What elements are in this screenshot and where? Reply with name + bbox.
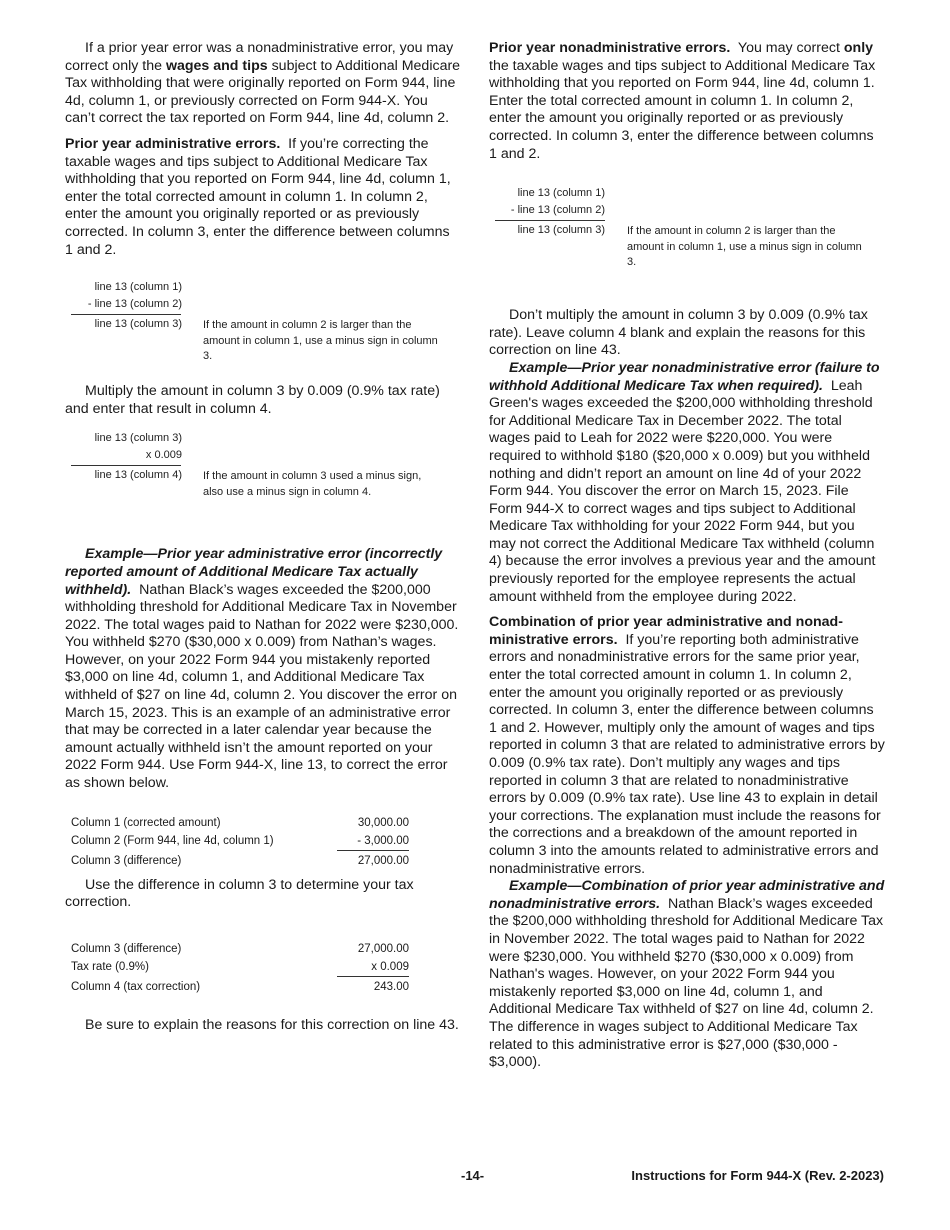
calc-rule — [337, 850, 409, 851]
calc-table-tax: Column 3 (difference) 27,000.00 Tax rate (0.9%) x 0.009 Column 4 (tax correction) 243.00 — [71, 942, 409, 993]
admin-errors-heading: Prior year administrative errors. — [65, 135, 281, 152]
example-combination-heading: Example—Combination of prior year administrative and nonadministrative errors. — [489, 878, 885, 912]
worksheet-rule — [495, 220, 605, 221]
worksheet-rule — [71, 314, 181, 315]
worksheet-multiply: line 13 (column 3) x 0.009 line 13 (column 4) If the amount in column 3 used a minus sign, also use a minus sign in column 4. — [65, 418, 461, 546]
page-number: -14- — [461, 1168, 485, 1183]
use-difference-paragraph: Use the difference in column 3 to determine your tax correction. — [65, 876, 414, 911]
admin-errors-paragraph: Prior year administrative errors. If you’re correcting the taxable wages and tips subject to Additional Medicare Tax withholding that you reported on Form 944, line 4d, column 1, enter the total corrected amount in column 1. In column 2, enter the amount you originally reported or as previously corrected. In column 3, enter the difference between columns 1 and 2. — [65, 135, 451, 258]
combination-paragraph: Combination of prior year administrative and nonadministrative errors. If you’re reporting both administrative errors and nonadministrative errors for the same prior year, enter the total corrected amount in column 1. In column 2, enter the amount you originally reported or as previously corrected. In column 3, enter the difference between columns 1 and 2. However, multiply only the amount of wages and tips reported in column 3 that are related to administrative errors by 0.009 (0.9% tax rate). Don’t multiply any wages and tips reported in column 3 that are related to nonadministrative errors by 0.009 (0.9% tax rate). Use line 43 to explain in detail your corrections. The explanation must include the reasons for the corrections and a breakdown of the amount reported in column 3 into the amounts related to administrative errors and nonadministrative errors. — [489, 614, 885, 877]
example-admin-paragraph: Example—Prior year administrative error (incorrectly reported amount of Additional Medicare Tax actually withheld). Nathan Black’s wages exceeded the $200,000 withholding threshold for Additional Medicare Tax in November 2022. The total wages paid to Nathan for 2022 were $230,000. You withheld $270 ($30,000 x 0.009) from Nathan’s wages. However, on your 2022 Form 944 you mistakenly reported $3,000 on line 4d, column 1, and Additional Medicare Tax withheld of $27 on line 4d, column 2. You discover the error on March 15, 2023. This is an example of an administrative error that may be corrected in a later calendar year because the amount actually withheld isn’t the amount reported on your 2022 Form 944. Use Form 944-X, line 13, to correct the error as shown below. — [65, 546, 459, 792]
worksheet-rule — [71, 465, 181, 466]
example-nonadmin-paragraph: Example—Prior year nonadministrative error (failure to withhold Additional Medicare Tax when required). Leah Green's wages exceeded the $200,000 withholding threshold for Additional Medicare Tax in December 2022. The total wages paid to Leah for 2022 were $220,000. You were required to withhold $180 ($20,000 x 0.009) but you withheld nothing and didn’t report an amount on line 4d of your 2022 Form 944. You discover the error on March 15, 2023. File Form 944-X to correct wages and tips subject to Additional Medicare Tax withholding for your 2022 Form 944, but you may not correct the Additional Medicare Tax withheld (column 4) because the error involves a previous year and the amount previously reported for the employee represents the actual amount withheld from the employee during 2022. — [489, 359, 880, 605]
nonadmin-errors-heading: Prior year nonadministrative errors. — [489, 40, 731, 56]
calc-table-difference: Column 1 (corrected amount) 30,000.00 Column 2 (Form 944, line 4d, column 1) - 3,000.00 Column 3 (difference) 27,000.00 — [71, 816, 409, 867]
example-nonadmin-heading: Example—Prior year nonadministrative error (failure to withhold Additional Medicare Tax when required). — [489, 359, 880, 394]
dont-multiply-paragraph: Don’t multiply the amount in column 3 by 0.009 (0.9% tax rate). Leave column 4 blank and explain the reasons for this correction on line 43. — [489, 307, 868, 359]
multiply-paragraph: Multiply the amount in column 3 by 0.009 (0.9% tax rate) and enter that result in column 4. — [65, 383, 440, 417]
combination-heading: Combination of prior year administrative and nonadministrative errors. — [489, 614, 843, 648]
worksheet-nonadmin: line 13 (column 1) - line 13 (column 2) line 13 (column 3) If the amount in column 2 is larger than the amount in column 1, use a minus sign in column 3. — [489, 163, 885, 307]
nonadmin-errors-paragraph: Prior year nonadministrative errors. You may correct only the taxable wages and tips subject to Additional Medicare Tax withholding that you reported on Form 944, line 4d, column 1. Enter the total corrected amount in column 1. In column 2, enter the amount you originally reported or as previously corrected. In column 3, enter the difference between columns 1 and 2. — [489, 40, 876, 162]
be-sure-paragraph: Be sure to explain the reasons for this correction on line 43. — [85, 1016, 459, 1033]
example-admin-heading: Example—Prior year administrative error (incorrectly reported amount of Additional Medicare Tax actually withheld). — [65, 546, 443, 598]
right-column — [489, 40, 885, 1072]
footer-title: Instructions for Form 944-X (Rev. 2-2023) — [631, 1168, 884, 1183]
left-column — [65, 40, 461, 1034]
worksheet-admin: line 13 (column 1) - line 13 (column 2) line 13 (column 3) If the amount in column 2 is larger than the amount in column 1, use a minus sign in column 3. — [65, 259, 461, 383]
calc-rule — [337, 976, 409, 977]
intro-paragraph: If a prior year error was a nonadministrative error, you may correct only the wages and tips subject to Additional Medicare Tax withholding that were originally reported on Form 944, line 4d, column 1, or previously corrected on Form 944-X. You can’t correct the tax reported on Form 944, line 4d, column 2. — [65, 40, 461, 127]
example-combination-paragraph: Example—Combination of prior year administrative and nonadministrative errors. Nathan Black’s wages exceeded the $200,000 withholding threshold for Additional Medicare Tax in November 2022. The total wages paid to Nathan for 2022 were $230,000. You withheld $270 ($30,000 x 0.009) from Nathan's wages. However, on your 2022 Form 944 you mistakenly reported $3,000 on line 4d, column 1, and Additional Medicare Tax withheld of $27 on line 4d, column 2. The difference in wages subject to Additional Medicare Tax related to this administrative error is $27,000 ($30,000 - $3,000). — [489, 878, 885, 1071]
